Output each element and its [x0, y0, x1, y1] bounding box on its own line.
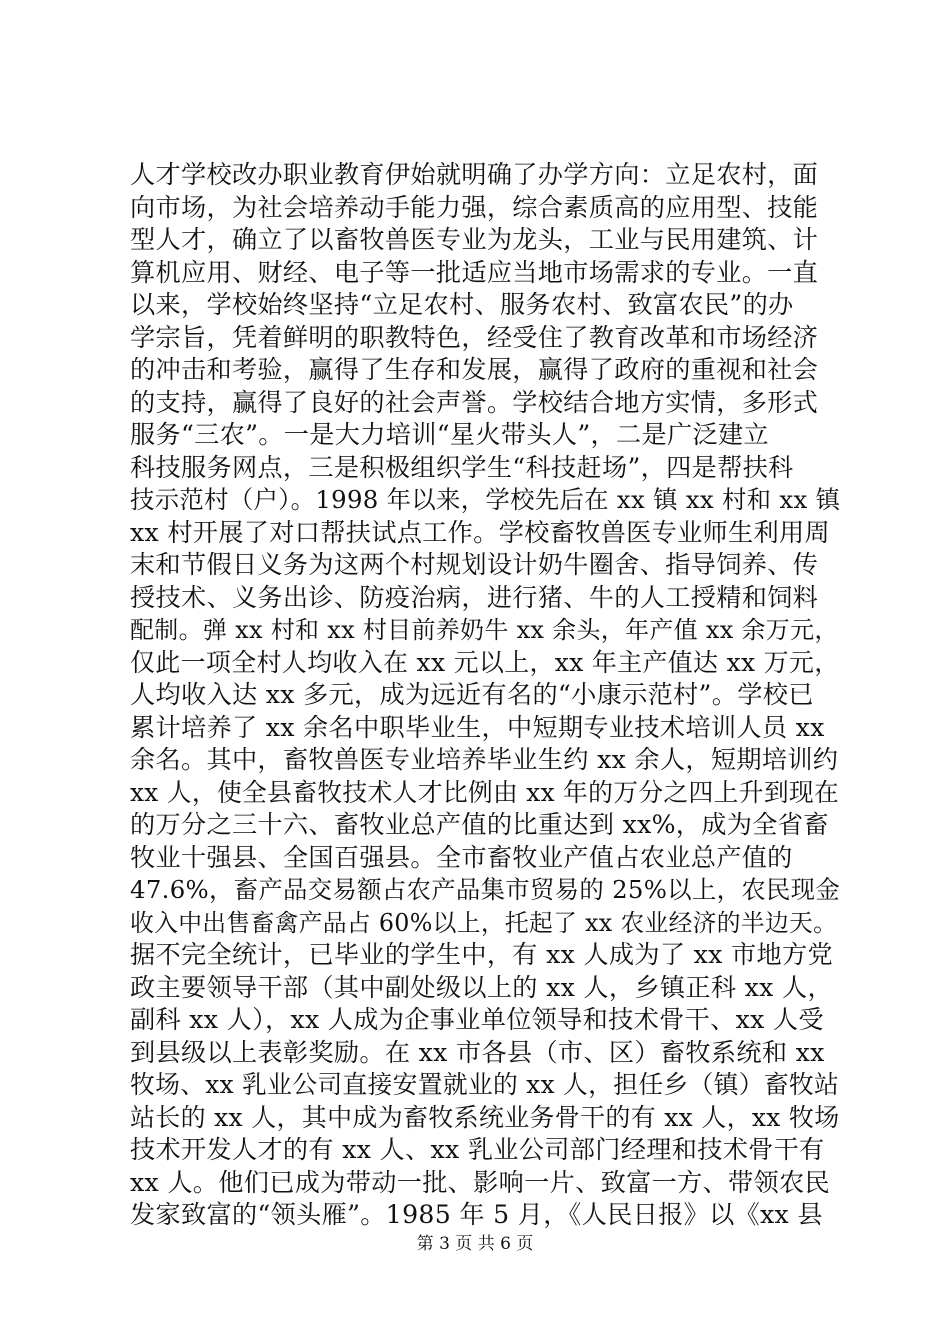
text-line: 科技服务网点，三是积极组织学生“科技赶场”，四是帮扶科	[130, 452, 794, 482]
text-line: 余名。其中，畜牧兽医专业培养毕业生约 xx 余人，短期培训约	[130, 745, 839, 774]
text-line: 据不完全统计，已毕业的学生中，有 xx 人成为了 xx 市地方党	[130, 940, 833, 969]
text-line: 站长的 xx 人，其中成为畜牧系统业务骨干的有 xx 人，xx 牧场	[130, 1102, 840, 1132]
text-line: 配制。弹 xx 村和 xx 村目前养奶牛 xx 余头，年产值 xx 余万元，	[130, 616, 839, 644]
text-line: 政主要领导干部（其中副处级以上的 xx 人，乡镇正科 xx 人，	[130, 972, 833, 1002]
text-line: xx 人。他们已成为带动一批、影响一片、致富一方、带领农民	[130, 1167, 830, 1197]
text-line: 发家致富的“领头雁”。1985 年 5 月，《人民日报》以《xx 县	[130, 1200, 823, 1229]
text-line: 向市场，为社会培养动手能力强，综合素质高的应用型、技能	[130, 192, 819, 222]
text-line: 牧业十强县、全国百强县。全市畜牧业产值占农业总产值的	[130, 842, 793, 872]
text-line: 收入中出售畜禽产品占 60%以上，托起了 xx 农业经济的半边天。	[130, 908, 838, 937]
body-text	[130, 159, 841, 1232]
text-line: 的支持，赢得了良好的社会声誉。学校结合地方实情，多形式	[130, 387, 819, 417]
page-footer: 第 3 页 共 6 页	[416, 1234, 534, 1254]
text-line: 仅此一项全村人均收入在 xx 元以上，xx 年主产值达 xx 万元，	[130, 647, 840, 677]
text-line: xx 人，使全县畜牧技术人才比例由 xx 年的万分之四上升到现在	[130, 777, 840, 807]
text-line: xx 村开展了对口帮扶试点工作。学校畜牧兽医专业师生利用周	[130, 517, 830, 547]
text-line: 以来，学校始终坚持“立足农村、服务农村、致富农民”的办	[130, 290, 794, 319]
text-line: 学宗旨，凭着鲜明的职教特色，经受住了教育改革和市场经济	[130, 322, 819, 352]
text-line: 末和节假日义务为这两个村规划设计奶牛圈舍、指导饲养、传	[130, 550, 819, 579]
text-line: 的万分之三十六、畜牧业总产值的比重达到 xx%，成为全省畜	[130, 810, 829, 839]
text-line: 人均收入达 xx 多元，成为远近有名的“小康示范村”。学校已	[130, 680, 814, 709]
text-line: 牧场、xx 乳业公司直接安置就业的 xx 人，担任乡（镇）畜牧站	[130, 1070, 840, 1099]
text-line: 副科 xx 人），xx 人成为企事业单位领导和技术骨干、xx 人受	[130, 1005, 824, 1034]
text-line: 技示范村（户）。1998 年以来，学校先后在 xx 镇 xx 村和 xx 镇	[130, 485, 841, 514]
text-line: 授技术、义务出诊、防疫治病，进行猪、牛的人工授精和饲料	[130, 582, 819, 612]
text-line: 服务“三农”。一是大力培训“星火带头人”，二是广泛建立	[130, 420, 769, 449]
text-line: 到县级以上表彰奖励。在 xx 市各县（市、区）畜牧系统和 xx	[130, 1037, 825, 1067]
text-line: 技术开发人才的有 xx 人、xx 乳业公司部门经理和技术骨干有	[130, 1135, 825, 1164]
text-line: 型人才，确立了以畜牧兽医专业为龙头，工业与民用建筑、计	[130, 225, 819, 254]
text-line: 的冲击和考验，赢得了生存和发展，赢得了政府的重视和社会	[130, 355, 819, 384]
text-line: 算机应用、财经、电子等一批适应当地市场需求的专业。一直	[130, 257, 819, 287]
text-line: 人才学校改办职业教育伊始就明确了办学方向：立足农村，面	[130, 160, 819, 189]
text-line: 累计培养了 xx 余名中职毕业生，中短期专业技术培训人员 xx	[130, 712, 825, 742]
text-line: 47.6%，畜产品交易额占农产品集市贸易的 25%以上，农民现金	[130, 875, 841, 904]
